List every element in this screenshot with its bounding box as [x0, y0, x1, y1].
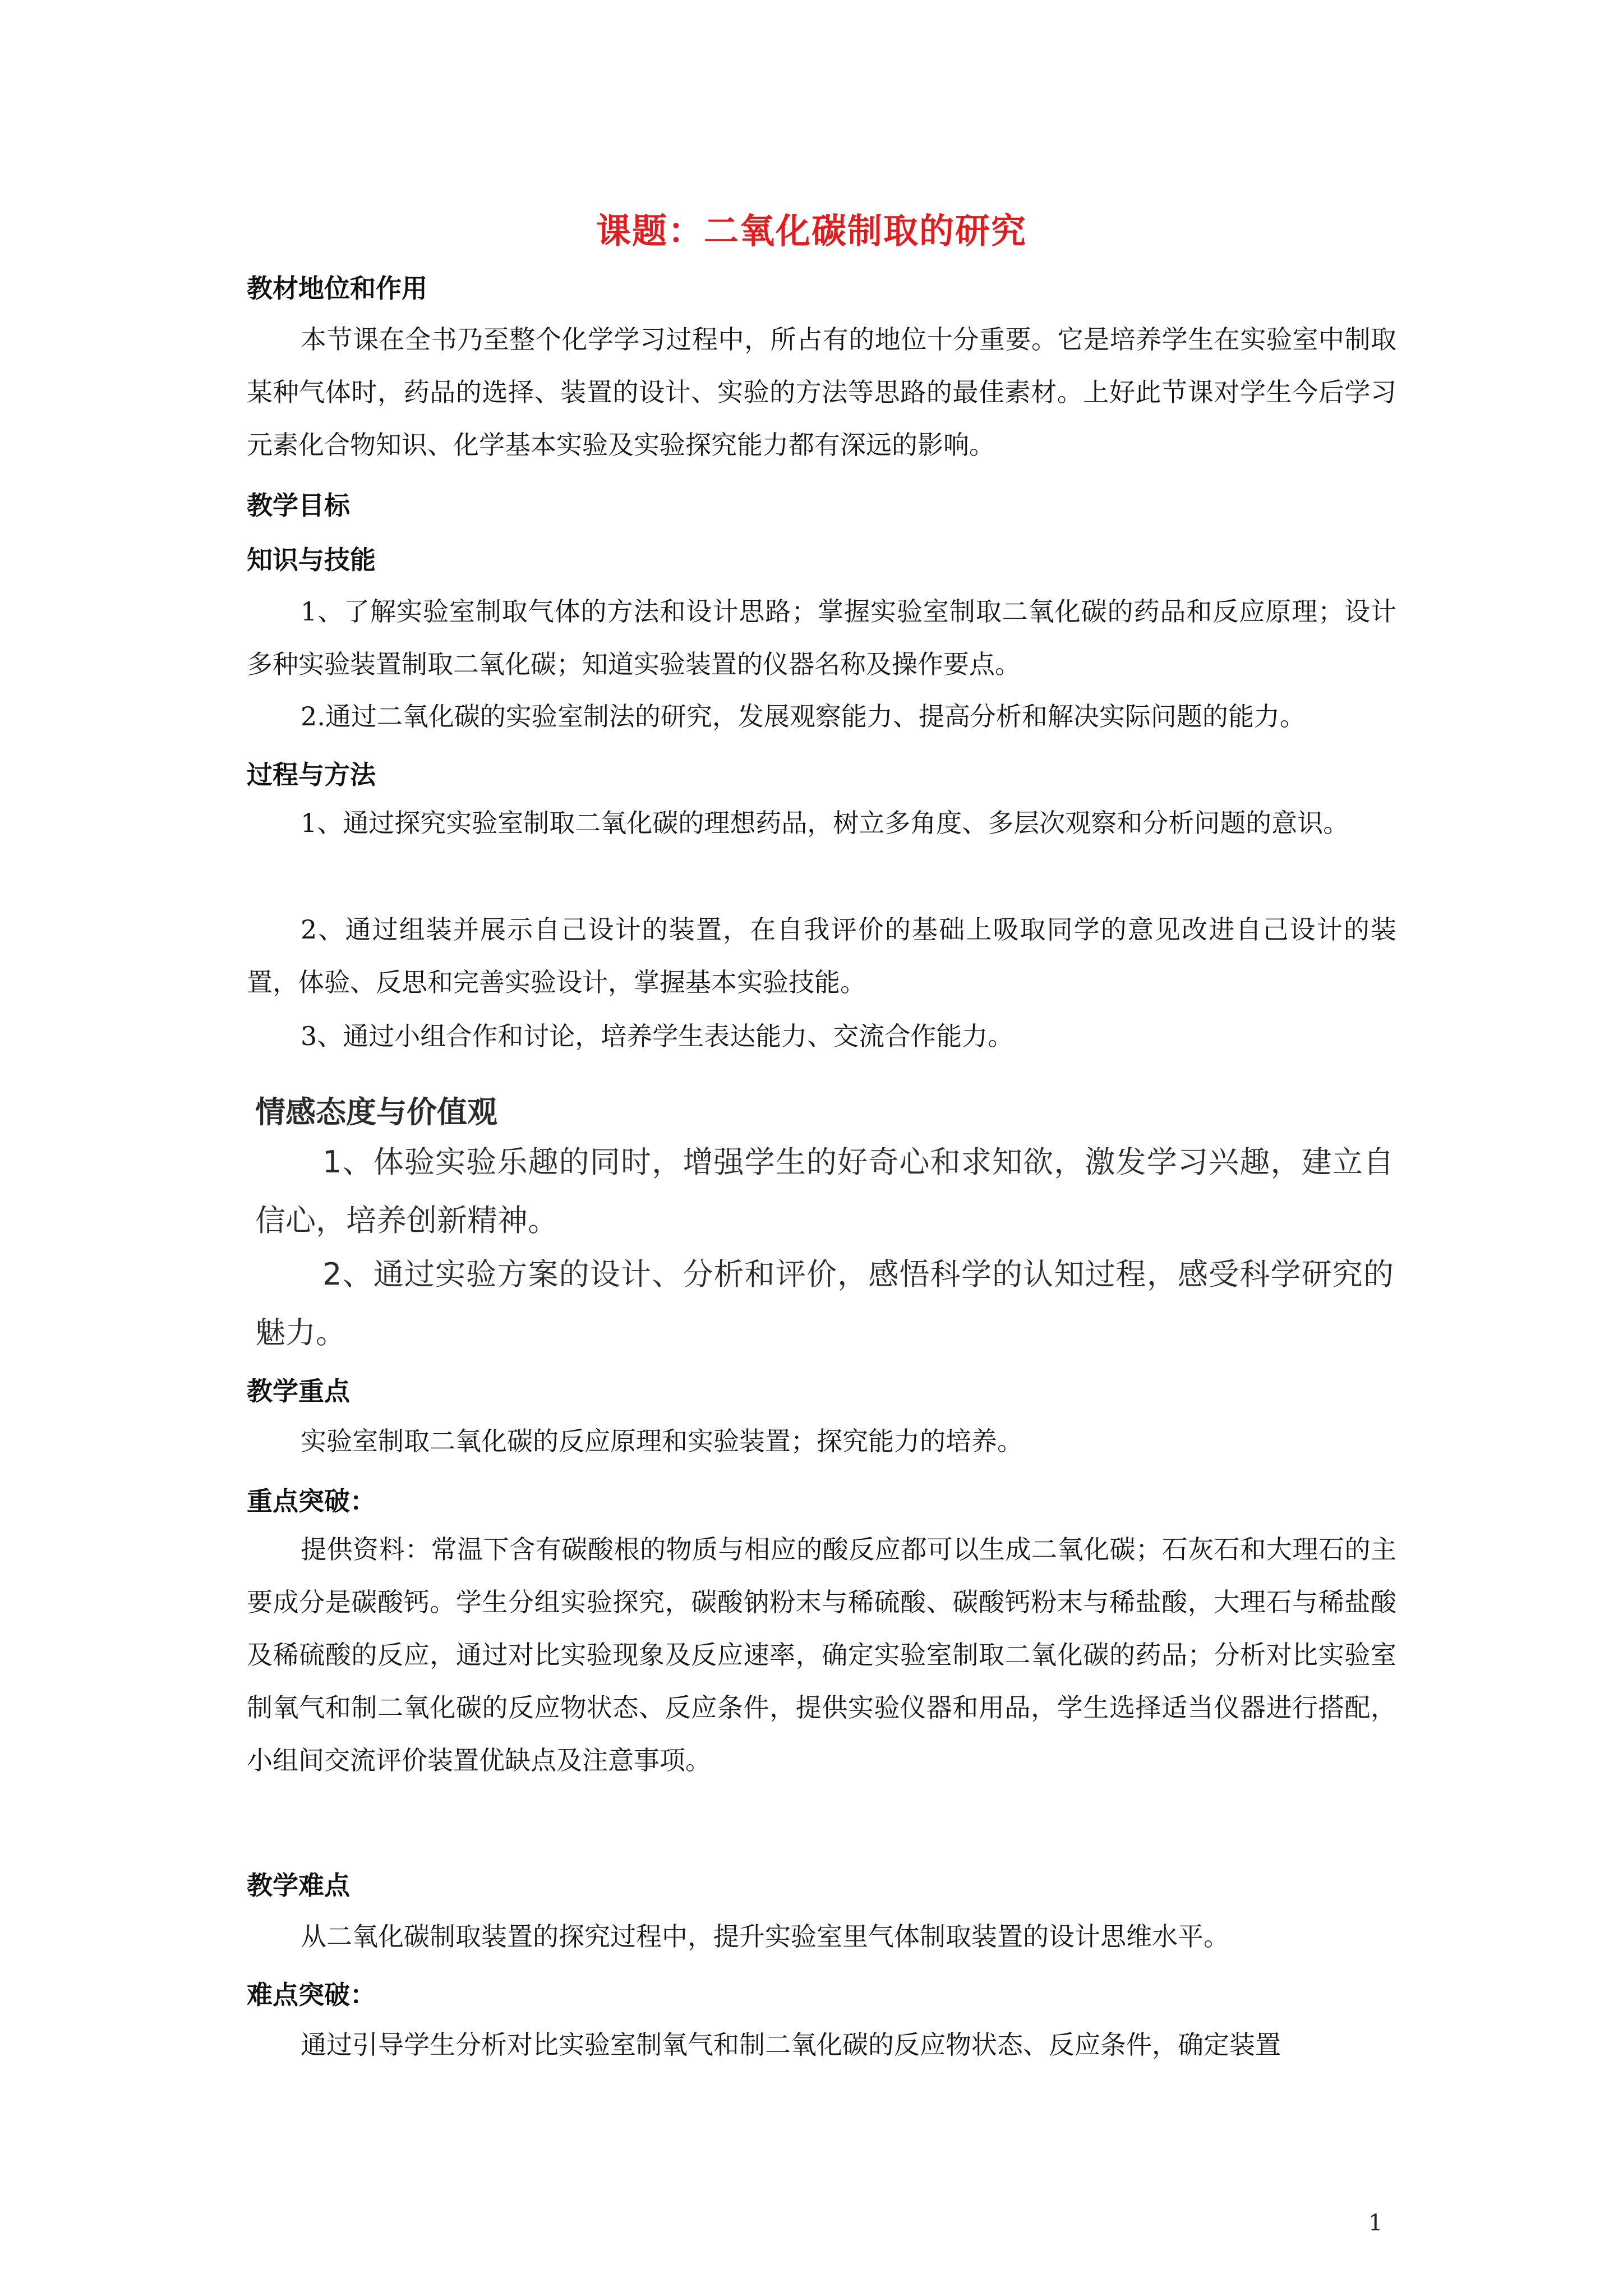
- paragraph-process-item-2: 2、通过组装并展示自己设计的装置，在自我评价的基础上吸取同学的意见改进自己设计的装置，体验、反思和完善实验设计，掌握基本实验技能。: [247, 914, 1396, 997]
- heading-teaching-difficulty: 教学难点: [247, 1870, 350, 1901]
- page-number: 1: [1368, 2210, 1383, 2236]
- document-title: 课题：二氧化碳制取的研究: [596, 210, 1027, 251]
- paragraph-knowledge-item-2: 2.通过二氧化碳的实验室制法的研究，发展观察能力、提高分析和解决实际问题的能力。: [301, 701, 1306, 731]
- paragraph-emotion-item-1: 1、体验实验乐趣的同时，增强学生的好奇心和求知欲，激发学习兴趣，建立自信心，培养创新精神。: [255, 1144, 1394, 1238]
- paragraph-key-breakthrough: 提供资料：常温下含有碳酸根的物质与相应的酸反应都可以生成二氧化碳；石灰石和大理石的主要成分是碳酸钙。学生分组实验探究，碳酸钠粉末与稀硫酸、碳酸钙粉末与稀盐酸，大理石与稀盐酸及稀硫酸的反应，通过对比实验现象及反应速率，确定实验室制取二氧化碳的药品；分析对比实验室制氧气和制二氧化碳的反应物状态、反应条件，提供实验仪器和用品，学生选择适当仪器进行搭配，小组间交流评价装置优缺点及注意事项。: [247, 1534, 1396, 1775]
- paragraph-textbook-status: 本节课在全书乃至整个化学学习过程中，所占有的地位十分重要。它是培养学生在实验室中制取某种气体时，药品的选择、装置的设计、实验的方法等思路的最佳素材。上好此节课对学生今后学习元素化合物知识、化学基本实验及实验探究能力都有深远的影响。: [247, 324, 1396, 460]
- paragraph-process-item-3: 3、通过小组合作和讨论，培养学生表达能力、交流合作能力。: [301, 1021, 1014, 1051]
- heading-teaching-goals: 教学目标: [247, 490, 350, 521]
- paragraph-teaching-key-point: 实验室制取二氧化碳的反应原理和实验装置；探究能力的培养。: [301, 1426, 1023, 1456]
- paragraph-difficulty-breakthrough: 通过引导学生分析对比实验室制氧气和制二氧化碳的反应物状态、反应条件，确定装置: [301, 2030, 1281, 2060]
- paragraph-emotion-item-2: 2、通过实验方案的设计、分析和评价，感悟科学的认知过程，感受科学研究的魅力。: [255, 1257, 1394, 1350]
- heading-emotion-values: 情感态度与价值观: [255, 1094, 497, 1130]
- heading-knowledge-skills: 知识与技能: [247, 545, 376, 575]
- heading-difficulty-breakthrough: 难点突破：: [247, 1980, 376, 2010]
- paragraph-knowledge-item-1: 1、了解实验室制取气体的方法和设计思路；掌握实验室制取二氧化碳的药品和反应原理；设计多种实验装置制取二氧化碳；知道实验装置的仪器名称及操作要点。: [247, 596, 1396, 679]
- paragraph-teaching-difficulty: 从二氧化碳制取装置的探究过程中，提升实验室里气体制取装置的设计思维水平。: [301, 1921, 1229, 1952]
- heading-key-breakthrough: 重点突破：: [247, 1486, 376, 1516]
- heading-teaching-key-point: 教学重点: [247, 1376, 350, 1406]
- paragraph-process-item-1: 1、通过探究实验室制取二氧化碳的理想药品，树立多角度、多层次观察和分析问题的意识。: [301, 808, 1349, 838]
- heading-process-methods: 过程与方法: [247, 760, 376, 790]
- heading-textbook-status: 教材地位和作用: [247, 273, 427, 303]
